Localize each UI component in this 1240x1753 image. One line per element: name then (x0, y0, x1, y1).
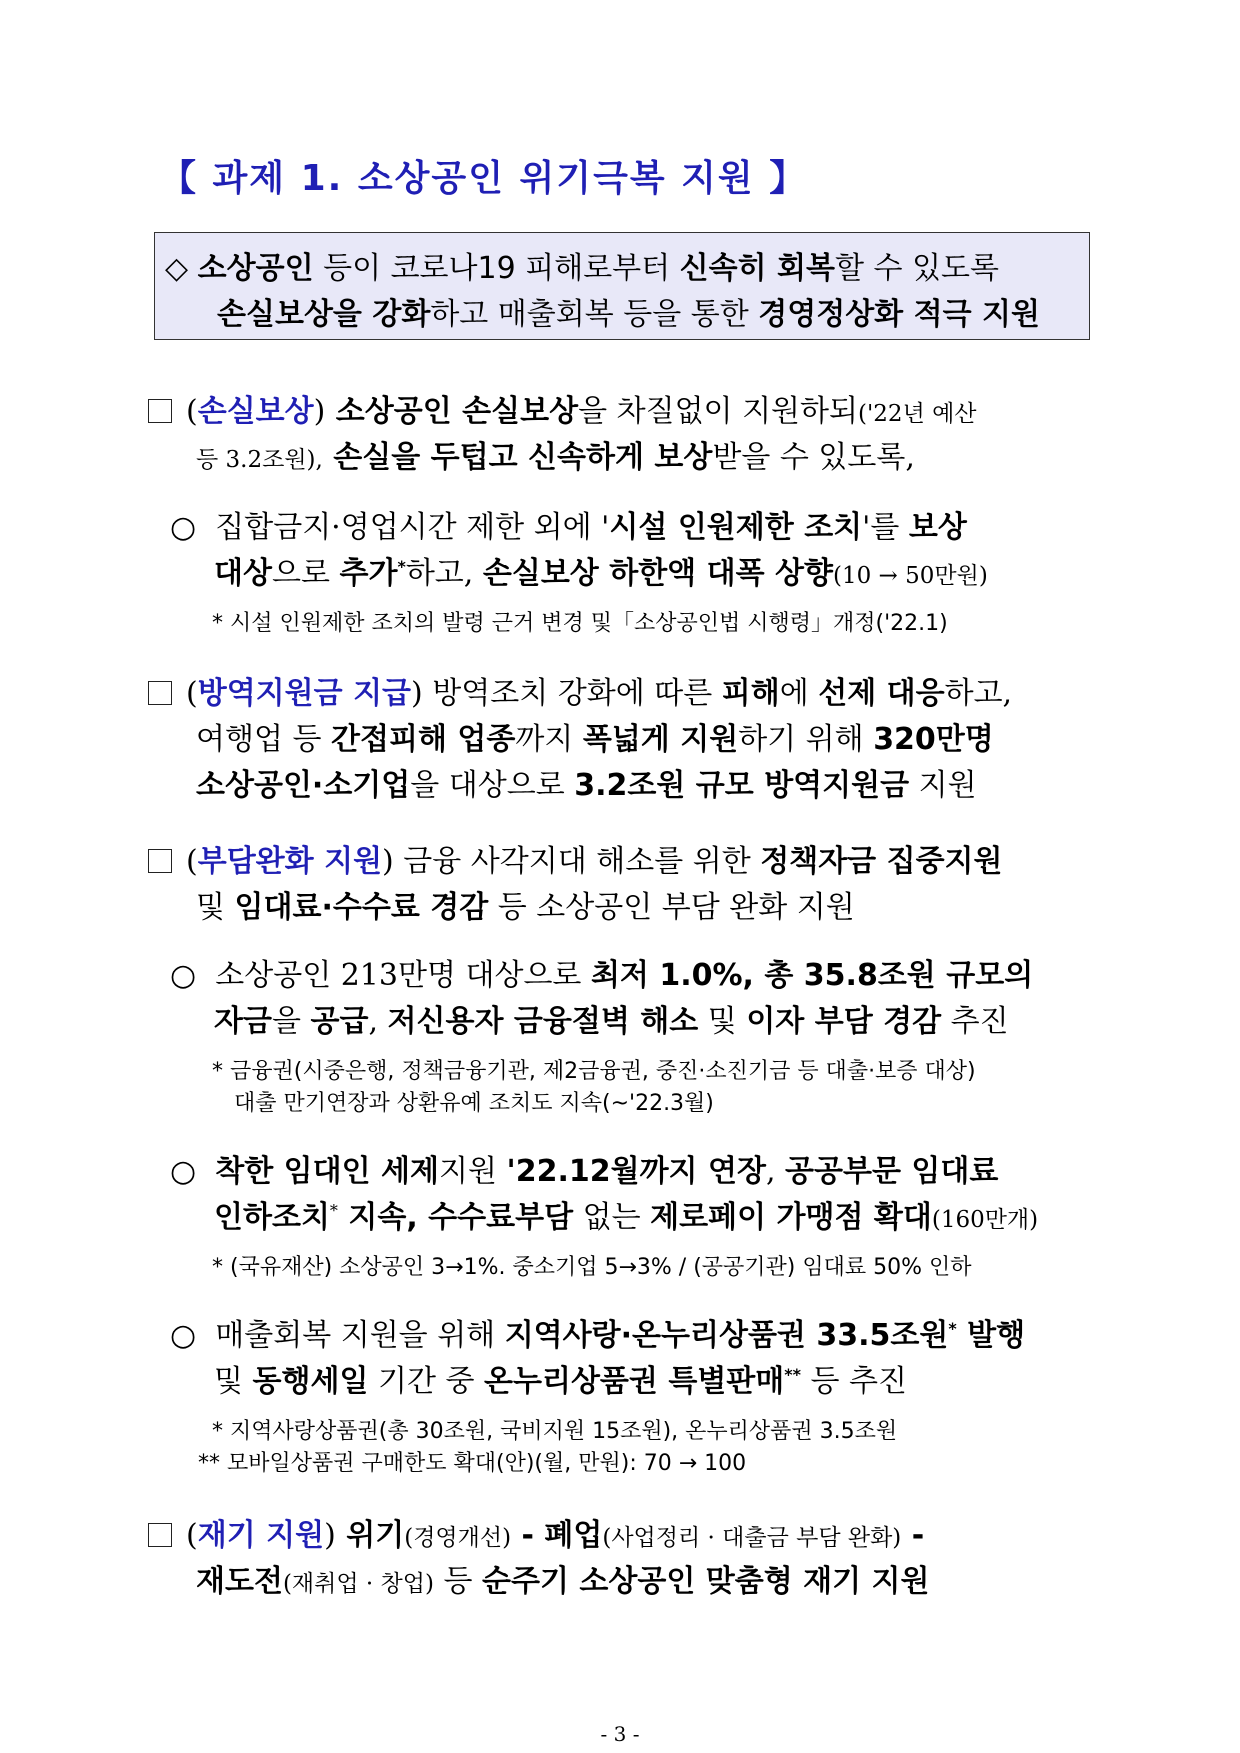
section-burden-relief-line-2: 및 임대료·수수료 경감 등 소상공인 부담 완화 지원 (196, 890, 855, 925)
circle-bullet: ○ (170, 958, 197, 993)
section-burden-relief-line-1: (부담완화 지원) 금융 사각지대 해소를 위한 정책자금 집중지원 (148, 836, 1003, 880)
section-tag: 방역지원금 지급 (197, 676, 412, 711)
footnote: ** 모바일상품권 구매한도 확대(안)(월, 만원): 70 → 100 (198, 1451, 747, 1476)
section-tag: 손실보상 (197, 394, 314, 429)
page-title: 【 과제 1. 소상공인 위기극복 지원 】 (160, 158, 808, 199)
sub-item-finance-line-2: 자금을 공급, 저신용자 금융절벽 해소 및 이자 부담 경감 추진 (214, 1004, 1009, 1039)
page-number: - 3 - (600, 1722, 640, 1746)
sub-item-facility-line-1: ○ 집합금지·영업시간 제한 외에 '시설 인원제한 조치'를 보상 (170, 510, 967, 545)
section-quarantine-fund-line-1: (방역지원금 지급) 방역조치 강화에 따른 피해에 선제 대응하고, (148, 668, 1012, 712)
checkbox-square-icon (148, 1523, 172, 1547)
circle-bullet: ○ (170, 1154, 197, 1189)
section-loss-compensation-line-2: 등 3.2조원), 손실을 두텁고 신속하게 보상받을 수 있도록, (196, 440, 915, 475)
checkbox-square-icon (148, 399, 172, 423)
section-recovery-line-1: (재기 지원) 위기(경영개선) - 폐업(사업정리 · 대출금 부담 완화) - (148, 1510, 924, 1554)
section-quarantine-fund-line-2: 여행업 등 간접피해 업종까지 폭넓게 지원하기 위해 320만명 (196, 722, 994, 757)
sub-item-landlord-line-2: 인하조치* 지속, 수수료부담 없는 제로페이 가맹점 확대(160만개) (214, 1200, 1039, 1235)
circle-bullet: ○ (170, 510, 197, 545)
footnote: * 지역사랑상품권(총 30조원, 국비지원 15조원), 온누리상품권 3.5조원 (212, 1419, 898, 1444)
section-recovery-line-2: 재도전(재취업 · 창업) 등 순주기 소상공인 맞춤형 재기 지원 (196, 1564, 930, 1599)
sub-item-voucher-line-1: ○ 매출회복 지원을 위해 지역사랑·온누리상품권 33.5조원* 발행 (170, 1318, 1026, 1353)
checkbox-square-icon (148, 681, 172, 705)
footnote: * 시설 인원제한 조치의 발령 근거 변경 및「소상공인법 시행령」개정('22.1) (212, 611, 948, 636)
sub-item-voucher-line-2: 및 동행세일 기간 중 온누리상품권 특별판매** 등 추진 (214, 1364, 908, 1399)
footnote: * (국유재산) 소상공인 3→1%. 중소기업 5→3% / (공공기관) 임대료 50% 인하 (212, 1255, 972, 1280)
sub-item-landlord-line-1: ○ 착한 임대인 세제지원 '22.12월까지 연장, 공공부문 임대료 (170, 1154, 999, 1189)
sub-item-facility-line-2: 대상으로 추가*하고, 손실보상 하한액 대폭 상향(10 → 50만원) (214, 556, 988, 591)
summary-line-1: ◇ 소상공인 등이 코로나19 피해로부터 신속히 회복할 수 있도록 (165, 251, 1000, 286)
footnote: 대출 만기연장과 상환유예 조치도 지속(~'22.3월) (234, 1091, 714, 1116)
summary-box (154, 232, 1090, 340)
sub-item-finance-line-1: ○ 소상공인 213만명 대상으로 최저 1.0%, 총 35.8조원 규모의 (170, 958, 1034, 993)
circle-bullet: ○ (170, 1318, 197, 1353)
section-tag: 부담완화 지원 (197, 844, 383, 879)
diamond-bullet: ◇ (165, 251, 189, 286)
section-tag: 재기 지원 (197, 1518, 325, 1553)
section-loss-compensation-line-1: (손실보상) 소상공인 손실보상을 차질없이 지원하되('22년 예산 (148, 386, 977, 430)
section-quarantine-fund-line-3: 소상공인·소기업을 대상으로 3.2조원 규모 방역지원금 지원 (196, 768, 977, 803)
footnote: * 금융권(시중은행, 정책금융기관, 제2금융권, 중진·소진기금 등 대출·보증 대상) (212, 1059, 976, 1084)
checkbox-square-icon (148, 849, 172, 873)
summary-line-2: 손실보상을 강화하고 매출회복 등을 통한 경영정상화 적극 지원 (217, 297, 1040, 332)
